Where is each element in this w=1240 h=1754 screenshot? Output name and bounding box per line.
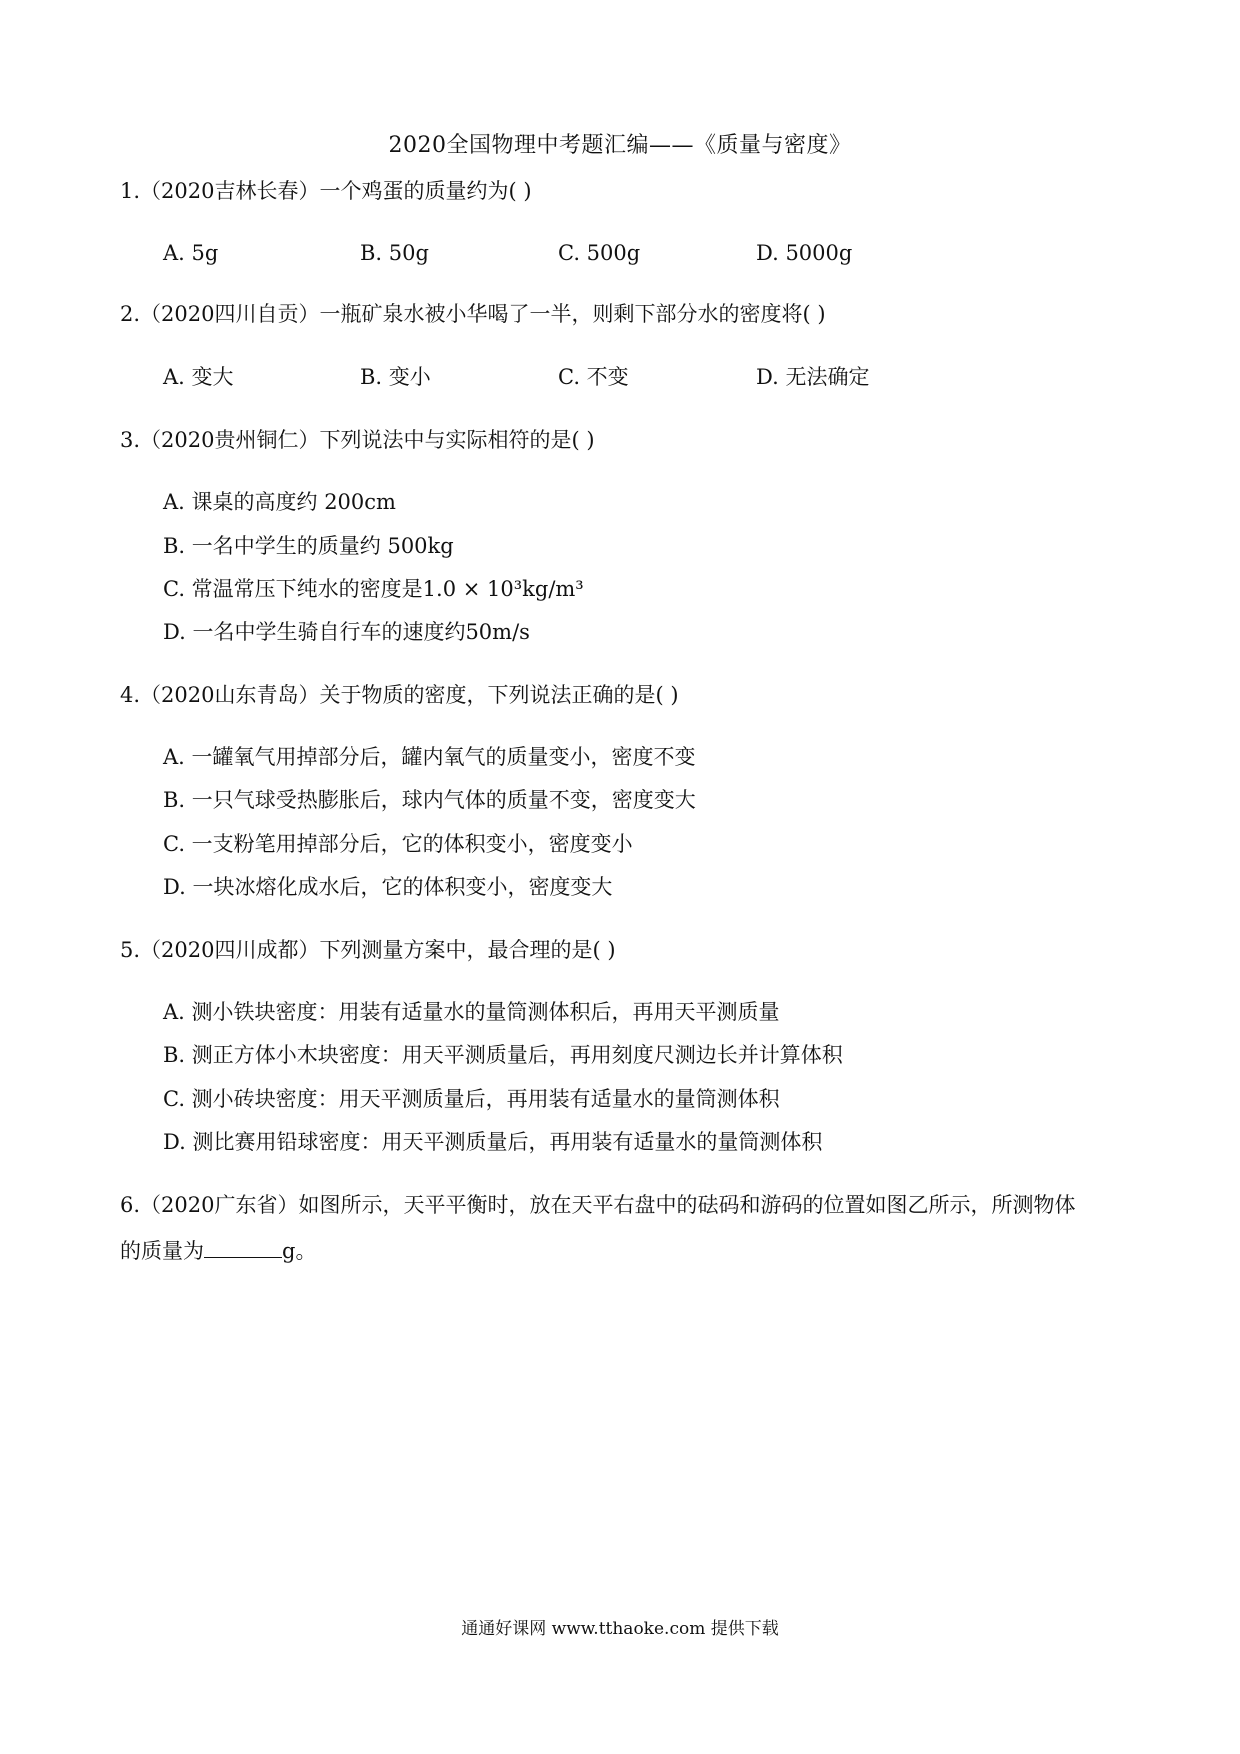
question-5-option-d: D. 测比赛用铅球密度：用天平测质量后，再用装有适量水的量筒测体积	[163, 1130, 823, 1154]
question-1-option-c: C. 500g	[558, 241, 641, 265]
question-1-prefix: 1.（2020吉林长春）	[120, 179, 320, 203]
question-6-line2	[120, 1236, 1130, 1266]
question-2-prefix: 2.（2020四川自贡）	[120, 302, 320, 326]
question-3-option-b: B. 一名中学生的质量约 500kg	[163, 534, 454, 558]
question-3-stem: 下列说法中与实际相符的是( )	[319, 428, 595, 452]
page-footer: 通通好课网 www.tthaoke.com 提供下载	[461, 1619, 779, 1639]
question-4	[120, 680, 1130, 710]
question-3-option-d: D. 一名中学生骑自行车的速度约50m/s	[163, 620, 530, 644]
question-6-stem-before-blank: 的质量为	[120, 1239, 204, 1263]
question-5-prefix: 5.（2020四川成都）	[120, 938, 320, 962]
question-6-stem-after-blank: g。	[282, 1239, 317, 1263]
question-6	[120, 1190, 1130, 1220]
question-5-option-a: A. 测小铁块密度：用装有适量水的量筒测体积后，再用天平测质量	[163, 1000, 780, 1024]
question-1-option-a: A. 5g	[163, 241, 219, 265]
question-5-option-b: B. 测正方体小木块密度：用天平测质量后，再用刻度尺测边长并计算体积	[163, 1043, 843, 1067]
question-1-option-d: D. 5000g	[756, 241, 853, 265]
question-4-option-d: D. 一块冰熔化成水后，它的体积变小，密度变大	[163, 875, 613, 899]
question-4-stem: 关于物质的密度，下列说法正确的是( )	[319, 683, 679, 707]
answer-blank[interactable]	[204, 1237, 282, 1258]
question-6-stem-line1: 如图所示，天平平衡时，放在天平右盘中的砝码和游码的位置如图乙所示，所测物体	[298, 1193, 1076, 1217]
question-3-option-c: C. 常温常压下纯水的密度是1.0 × 10³kg/m³	[163, 577, 584, 601]
question-4-option-c: C. 一支粉笔用掉部分后，它的体积变小，密度变小	[163, 832, 633, 856]
document-title: 2020全国物理中考题汇编——《质量与密度》	[388, 133, 852, 158]
question-6-prefix: 6.（2020广东省）	[120, 1193, 299, 1217]
question-2-option-b: B. 变小	[360, 365, 431, 389]
question-3	[120, 425, 1130, 455]
question-4-option-a: A. 一罐氧气用掉部分后，罐内氧气的质量变小，密度不变	[163, 745, 696, 769]
question-5	[120, 935, 1130, 965]
question-5-option-c: C. 测小砖块密度：用天平测质量后，再用装有适量水的量筒测体积	[163, 1087, 780, 1111]
question-2-option-c: C. 不变	[558, 365, 629, 389]
question-3-prefix: 3.（2020贵州铜仁）	[120, 428, 320, 452]
question-1-option-b: B. 50g	[360, 241, 429, 265]
question-2-option-d: D. 无法确定	[756, 365, 870, 389]
question-4-prefix: 4.（2020山东青岛）	[120, 683, 320, 707]
question-4-option-b: B. 一只气球受热膨胀后，球内气体的质量不变，密度变大	[163, 788, 696, 812]
question-2-stem: 一瓶矿泉水被小华喝了一半，则剩下部分水的密度将( )	[319, 302, 826, 326]
question-1-stem: 一个鸡蛋的质量约为( )	[319, 179, 532, 203]
question-2-option-a: A. 变大	[163, 365, 234, 389]
question-3-option-a: A. 课桌的高度约 200cm	[163, 490, 396, 514]
question-2	[120, 299, 1130, 329]
question-1	[120, 176, 1130, 206]
question-5-stem: 下列测量方案中，最合理的是( )	[319, 938, 616, 962]
